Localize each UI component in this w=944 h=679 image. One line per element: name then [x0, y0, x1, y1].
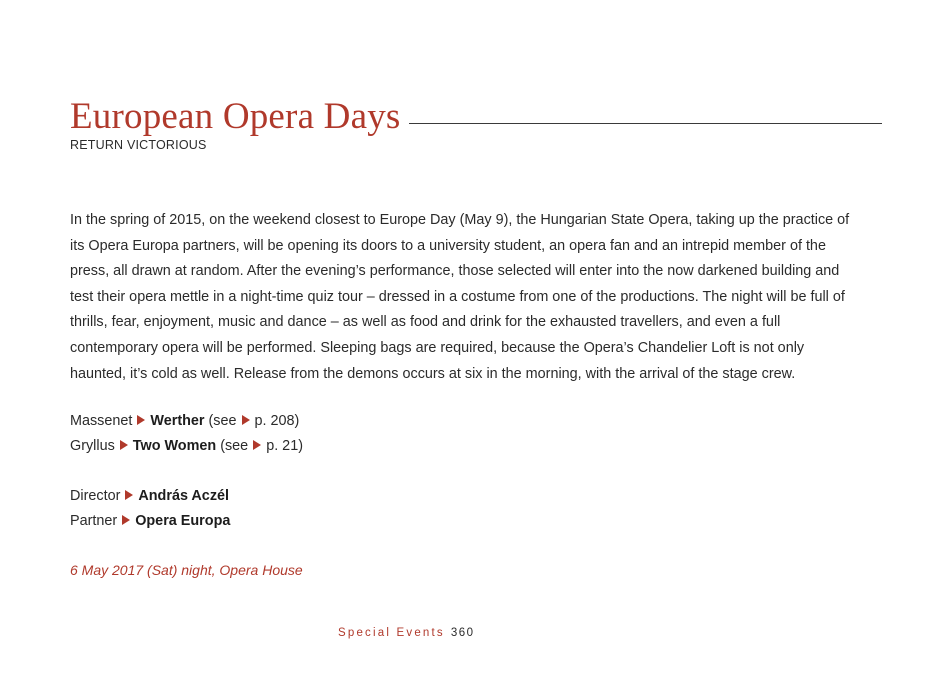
credits-list: [70, 484, 230, 534]
see-prefix: (see: [220, 438, 249, 454]
page-reference: p. 21): [266, 438, 303, 454]
credit-line: [70, 484, 230, 509]
credit-name: András Aczél: [138, 488, 230, 504]
page-reference: p. 208): [254, 413, 300, 429]
page-footer: [338, 627, 475, 639]
see-prefix: (see: [208, 413, 237, 429]
arrow-right-icon: [242, 415, 250, 425]
works-list: [70, 409, 303, 459]
description-paragraph: In the spring of 2015, on the weekend closest to Europe Day (May 9), the Hungarian State Opera, taking up the practice of its Opera Europa partners, will be opening its doors to a university student, an opera fan and an intrepid member of the press, all drawn at random. After the evening’s performance, those selected will enter into the now darkened building and test their opera mettle in a night-time quiz tour – dressed in a costume from one of the productions. The night will be full of thrills, fear, enjoyment, music and dance – as well as food and drink for the exhausted travellers, and even a full contemporary opera will be performed. Sleeping bags are required, because the Opera’s Chandelier Loft is not only haunted, it’s cold as well. Release from the demons occurs at six in the morning, with the arrival of the stage crew.: [70, 212, 850, 382]
composer-name: Massenet: [70, 413, 133, 429]
arrow-right-icon: [137, 415, 145, 425]
credit-role: Partner: [70, 513, 118, 529]
credit-line: [70, 509, 230, 534]
work-title: Werther: [150, 413, 205, 429]
page-number: 360: [450, 627, 475, 639]
arrow-right-icon: [122, 515, 130, 525]
performance-date: 6 May 2017 (Sat) night, Opera House: [70, 562, 303, 578]
work-line: [70, 409, 303, 434]
title-row: [70, 93, 882, 137]
work-line: [70, 434, 303, 459]
page-subtitle: RETURN VICTORIOUS: [70, 138, 207, 152]
composer-name: Gryllus: [70, 438, 115, 454]
title-rule: [409, 123, 883, 124]
arrow-right-icon: [120, 440, 128, 450]
arrow-right-icon: [253, 440, 261, 450]
page-title: European Opera Days: [70, 96, 401, 137]
credit-name: Opera Europa: [135, 513, 231, 529]
footer-section-name: Special Events: [338, 627, 445, 639]
arrow-right-icon: [125, 490, 133, 500]
document-page: [70, 0, 882, 679]
credit-role: Director: [70, 488, 121, 504]
work-title: Two Women: [132, 438, 217, 454]
